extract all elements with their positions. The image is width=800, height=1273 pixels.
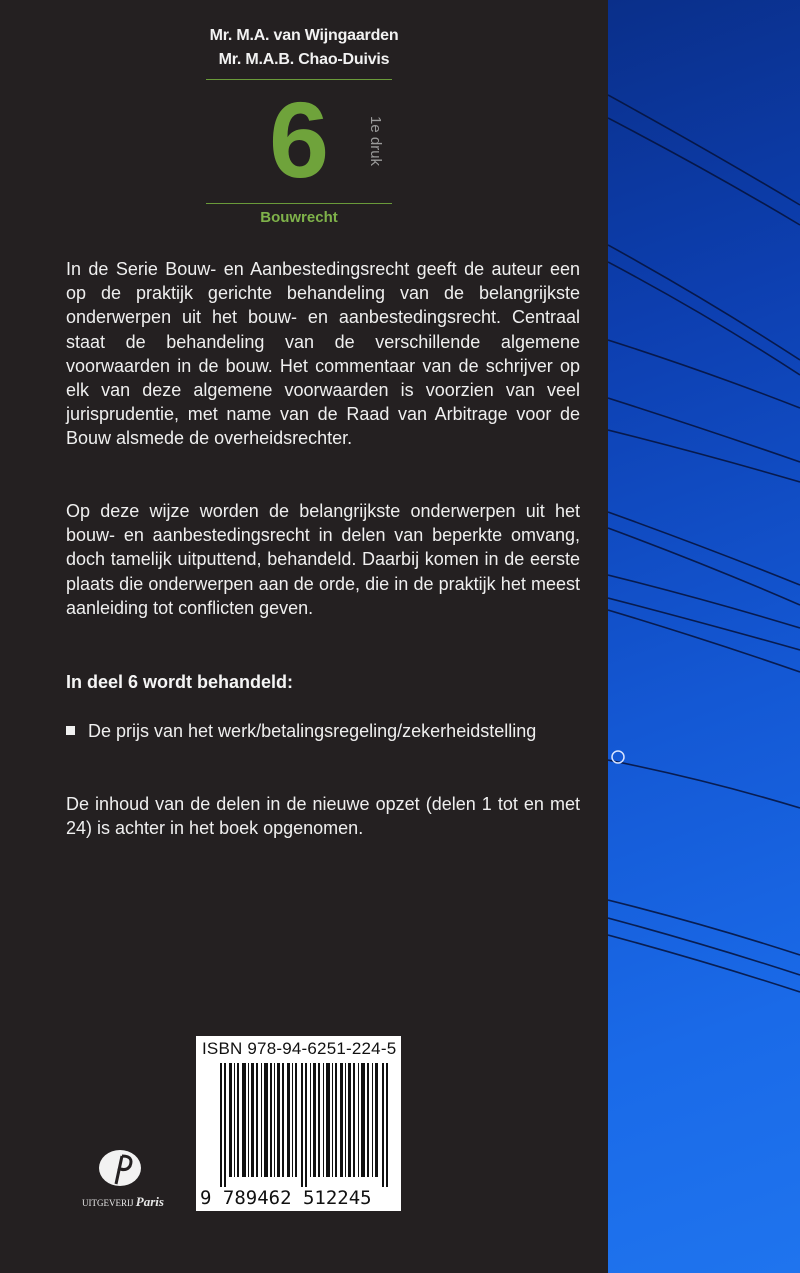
author-names <box>0 24 608 72</box>
publisher-prefix: UITGEVERIJ <box>82 1198 134 1208</box>
publisher-emblem-icon <box>94 1148 146 1192</box>
publisher-name <box>82 1194 164 1210</box>
sky-photo <box>608 0 800 1273</box>
ean-digits: 9 789462 512245 <box>200 1187 372 1209</box>
contents-list-item <box>66 719 580 743</box>
author-2: Mr. M.A.B. Chao-Duivis <box>218 51 390 68</box>
isbn-number: ISBN 978-94-6251-224-5 <box>202 1039 397 1058</box>
barcode-bars <box>220 1063 390 1187</box>
description-paragraph-1: In de Serie Bouw- en Aanbestedingsrecht geeft de auteur een op de praktijk gerichte behandeling van de belangrijkste onderwerpen uit het bouw- en aanbestedingsrecht. Centraal staat de behandeling van de verschillende algemene voorwaarden in de bouw. Het commentaar van de schrijver op elk van deze algemene voorwaarden is voorzien van veel jurisprudentie, met name van de Raad van Arbitrage voor de Bouw alsmede de overheidsrechter. <box>66 259 580 449</box>
contents-heading: In deel 6 wordt behandeld: <box>66 672 294 692</box>
isbn-barcode <box>196 1036 401 1211</box>
publisher-logo <box>82 1148 164 1212</box>
description-paragraph-2: Op deze wijze worden de belangrijkste onderwerpen uit het bouw- en aanbestedingsrecht in delen van beperkte omvang, doch tamelijk uitputtend, behandeld. Daarbij komen in de eerste plaats die onderwerpen aan de orde, die in de praktijk het meest aanleiding tot conflicten geven. <box>66 501 580 618</box>
edition-label: 1e druk <box>367 116 384 167</box>
publisher-brand: Paris <box>135 1194 164 1209</box>
author-1: Mr. M.A. van Wijngaarden <box>209 27 399 44</box>
power-lines-illustration <box>608 0 800 1273</box>
series-subject: Bouwrecht <box>260 209 338 226</box>
contents-item-text: De prijs van het werk/betalingsregeling/zekerheidstelling <box>88 721 537 741</box>
volume-number: 6 <box>268 79 330 200</box>
bullet-square-icon <box>66 726 75 735</box>
closing-paragraph: De inhoud van de delen in de nieuwe opzet (delen 1 tot en met 24) is achter in het boek opgenomen. <box>66 794 580 839</box>
bottom-divider <box>206 203 392 204</box>
